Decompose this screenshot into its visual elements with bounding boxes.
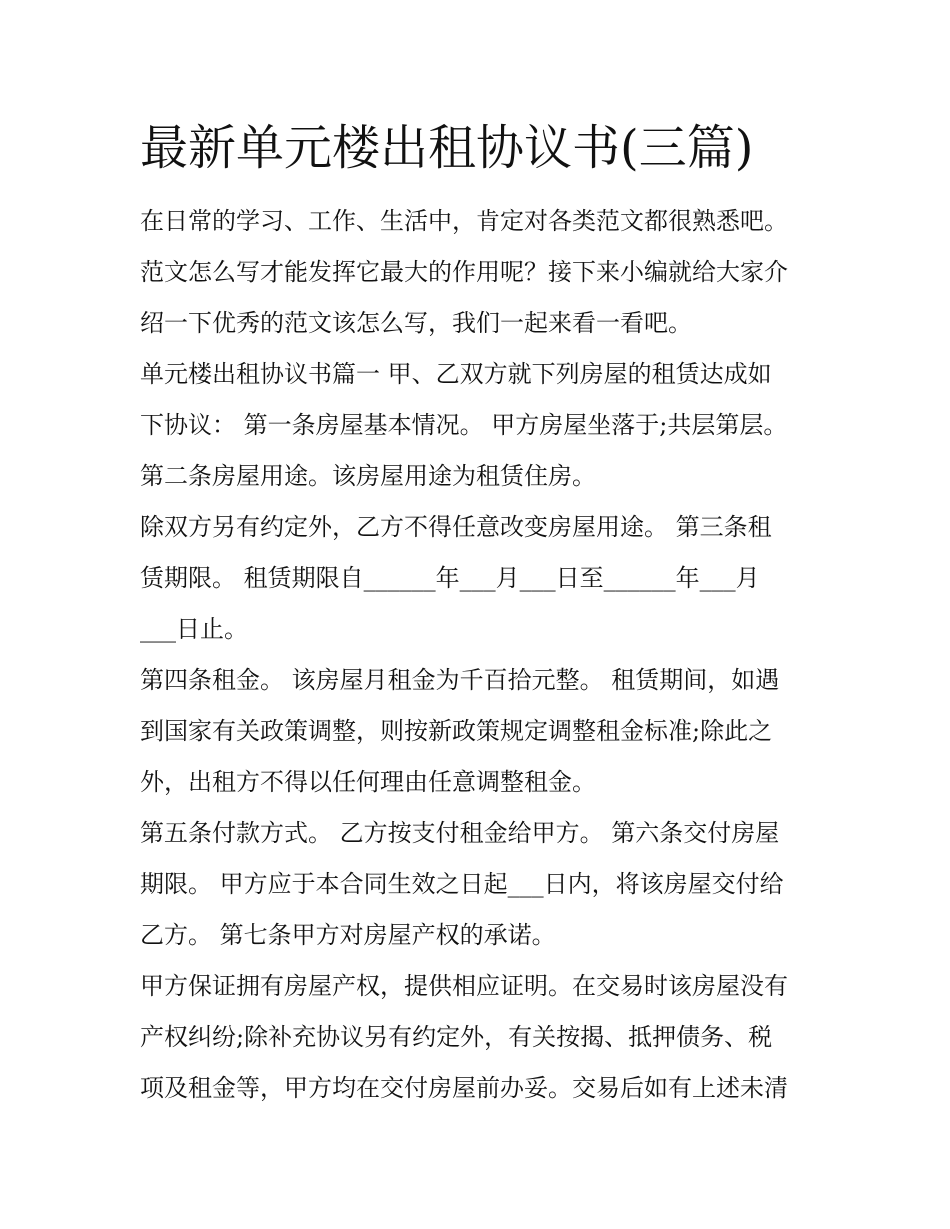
text-line: 第五条付款方式。 乙方按支付租金给甲方。 第六条交付房屋 (140, 819, 780, 847)
text-line: 在日常的学习、工作、生活中，肯定对各类范文都很熟悉吧。 (140, 207, 788, 235)
text-line: 项及租金等，甲方均在交付房屋前办妥。交易后如有上述未清 (140, 1074, 788, 1102)
document-body (140, 196, 840, 1114)
text-line: 到国家有关政策调整，则按新政策规定调整租金标准;除此之 (140, 717, 773, 745)
document-title: 最新单元楼出租协议书(三篇) (140, 120, 754, 176)
text-line: 甲方保证拥有房屋产权，提供相应证明。在交易时该房屋没有 (140, 972, 788, 1000)
text-line: 乙方。 第七条甲方对房屋产权的承诺。 (140, 921, 556, 949)
text-line: 绍一下优秀的范文该怎么写，我们一起来看一看吧。 (140, 309, 692, 337)
text-line: 第四条租金。 该房屋月租金为千百拾元整。 租赁期间，如遇 (140, 666, 780, 694)
text-line: 单元楼出租协议书篇一 甲、乙双方就下列房屋的租赁达成如 (140, 360, 772, 388)
text-line: 除双方另有约定外，乙方不得任意改变房屋用途。 第三条租 (140, 513, 772, 541)
text-line: 期限。 甲方应于本合同生效之日起___日内，将该房屋交付给 (140, 870, 784, 898)
text-line: ___日止。 (140, 615, 248, 643)
text-line: 赁期限。 租赁期限自______年___月___日至______年___月 (140, 564, 760, 592)
text-line: 范文怎么写才能发挥它最大的作用呢？接下来小编就给大家介 (140, 258, 788, 286)
text-line: 外，出租方不得以任何理由任意调整租金。 (140, 768, 596, 796)
text-line: 第二条房屋用途。该房屋用途为租赁住房。 (140, 462, 596, 490)
text-line: 下协议： 第一条房屋基本情况。 甲方房屋坐落于;共层第层。 (140, 411, 788, 439)
text-line: 产权纠纷;除补充协议另有约定外，有关按揭、抵押债务、税 (140, 1023, 773, 1051)
